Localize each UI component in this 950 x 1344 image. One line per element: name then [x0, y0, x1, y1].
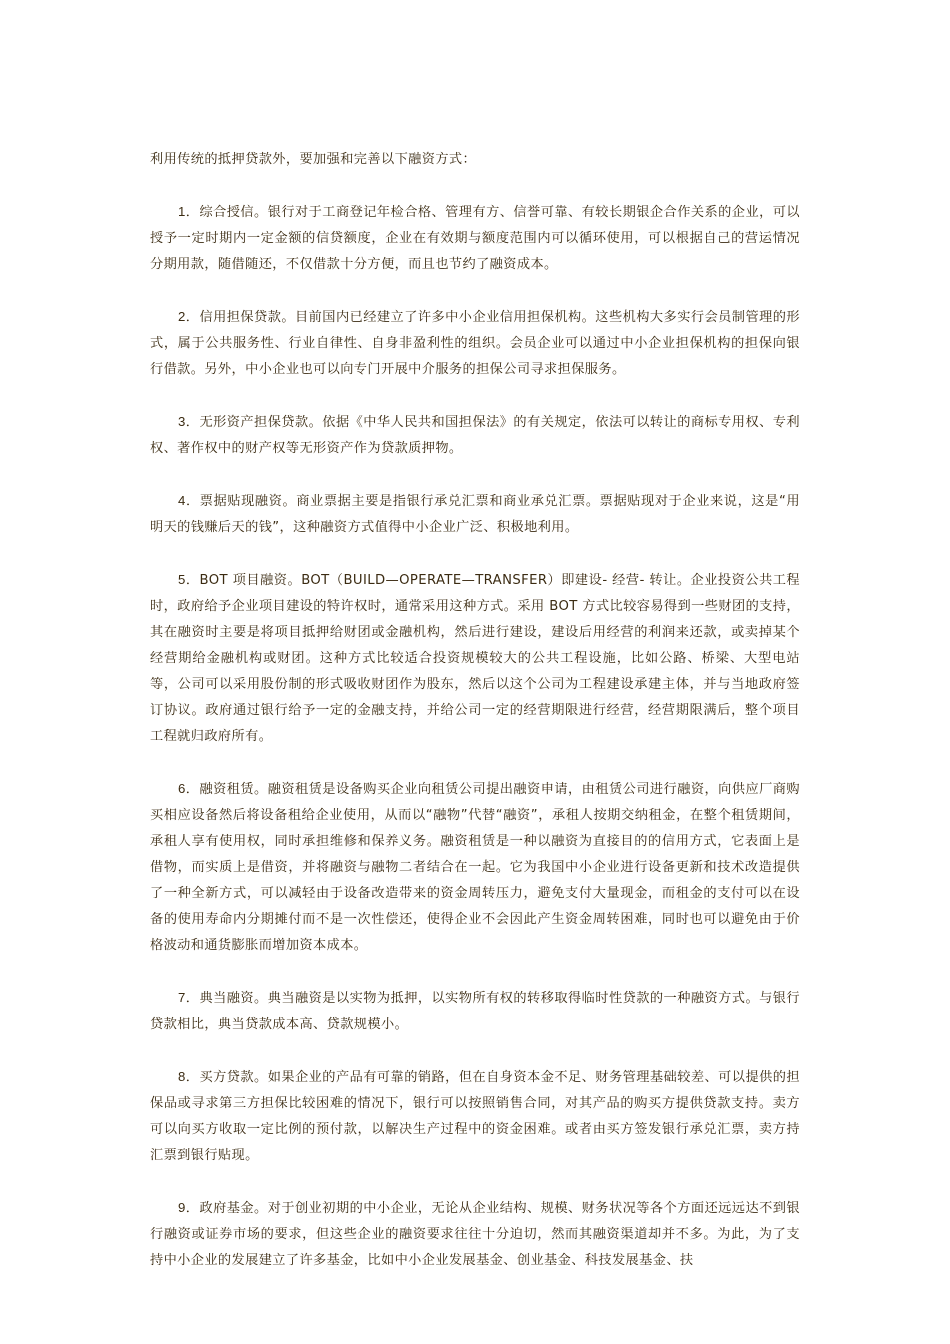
list-item-8 [150, 1064, 800, 1169]
item-text: 信用担保贷款。目前国内已经建立了许多中小企业信用担保机构。这些机构大多实行会员制管理的形式，属于公共服务性、行业自律性、自身非盈利性的组织。会员企业可以通过中小企业担保机构的担保向银行借款。另外，中小企业也可以向专门开展中介服务的担保公司寻求担保服务。 [150, 310, 800, 377]
item-number: 6． [178, 781, 200, 796]
item-text: 票据贴现融资。商业票据主要是指银行承兑汇票和商业承兑汇票。票据贴现对于企业来说，这是“用明天的钱赚后天的钱”，这种融资方式值得中小企业广泛、积极地利用。 [150, 494, 800, 535]
list-item-1 [150, 199, 800, 278]
item-number: 1． [178, 204, 200, 219]
list-item-7 [150, 985, 800, 1038]
item-text: 融资租赁。融资租赁是设备购买企业向租赁公司提出融资申请，由租赁公司进行融资，向供应厂商购买相应设备然后将设备租给企业使用，从而以“融物”代替“融资”，承租人按期交纳租金，在整个租赁期间，承租人享有使用权，同时承担维修和保养义务。融资租赁是一种以融资为直接目的的信用方式，它表面上是借物，而实质上是借资，并将融资与融物二者结合在一起。它为我国中小企业进行设备更新和技术改造提供了一种全新方式，可以减轻由于设备改造带来的资金周转压力，避免支付大量现金，而租金的支付可以在设备的使用寿命内分期摊付而不是一次性偿还，使得企业不会因此产生资金周转困难，同时也可以避免由于价格波动和通货膨胀而增加资本成本。 [150, 782, 800, 953]
item-text: 买方贷款。如果企业的产品有可靠的销路，但在自身资本金不足、财务管理基础较差、可以提供的担保品或寻求第三方担保比较困难的情况下，银行可以按照销售合同，对其产品的购买方提供贷款支持。卖方可以向买方收取一定比例的预付款，以解决生产过程中的资金困难。或者由买方签发银行承兑汇票，卖方持汇票到银行贴现。 [150, 1070, 800, 1163]
list-item-3 [150, 409, 800, 462]
item-text: 政府基金。对于创业初期的中小企业，无论从企业结构、规模、财务状况等各个方面还远远达不到银行融资或证券市场的要求，但这些企业的融资要求往往十分迫切，然而其融资渠道却并不多。为此，为了支持中小企业的发展建立了许多基金，比如中小企业发展基金、创业基金、科技发展基金、扶 [150, 1201, 800, 1268]
item-number: 4． [178, 493, 200, 508]
item-number: 9． [178, 1200, 200, 1215]
item-text: 无形资产担保贷款。依据《中华人民共和国担保法》的有关规定，依法可以转让的商标专用权、专利权、著作权中的财产权等无形资产作为贷款质押物。 [150, 415, 800, 456]
item-text: 典当融资。典当融资是以实物为抵押，以实物所有权的转移取得临时性贷款的一种融资方式。与银行贷款相比，典当贷款成本高、贷款规模小。 [150, 991, 800, 1032]
intro-paragraph: 利用传统的抵押贷款外，要加强和完善以下融资方式： [150, 152, 477, 167]
item-text: BOT 项目融资。BOT（BUILD—OPERATE—TRANSFER）即建设- 经营- 转让。企业投资公共工程时，政府给予企业项目建设的特许权时，通常采用这种方式。采用 BOT 方式比较容易得到一些财团的支持，其在融资时主要是将项目抵押给财团或金融机构，然后进行建设，建设后用经营的利润来还款，或卖掉某个经营期给金融机构或财团。这种方式比较适合投资规模较大的公共工程设施，比如公路、桥梁、大型电站等，公司可以采用股份制的形式吸收财团作为股东，然后以这个公司为工程建设承建主体，并与当地政府签订协议。政府通过银行给予一定的金融支持，并给公司一定的经营期限进行经营，经营期限满后，整个项目工程就归政府所有。 [150, 573, 800, 744]
item-number: 8． [178, 1069, 200, 1084]
list-item-6 [150, 776, 800, 959]
list-item-2 [150, 304, 800, 383]
list-item-5 [150, 567, 800, 750]
item-number: 3． [178, 414, 200, 429]
document-body [150, 147, 800, 1300]
list-item-9 [150, 1195, 800, 1274]
list-item-4 [150, 488, 800, 541]
item-number: 2． [178, 309, 200, 324]
item-text: 综合授信。银行对于工商登记年检合格、管理有方、信誉可靠、有较长期银企合作关系的企业，可以授予一定时期内一定金额的信贷额度，企业在有效期与额度范围内可以循环使用，可以根据自己的营运情况分期用款，随借随还，不仅借款十分方便，而且也节约了融资成本。 [150, 205, 800, 272]
item-number: 7． [178, 990, 200, 1005]
item-number: 5． [178, 572, 200, 587]
